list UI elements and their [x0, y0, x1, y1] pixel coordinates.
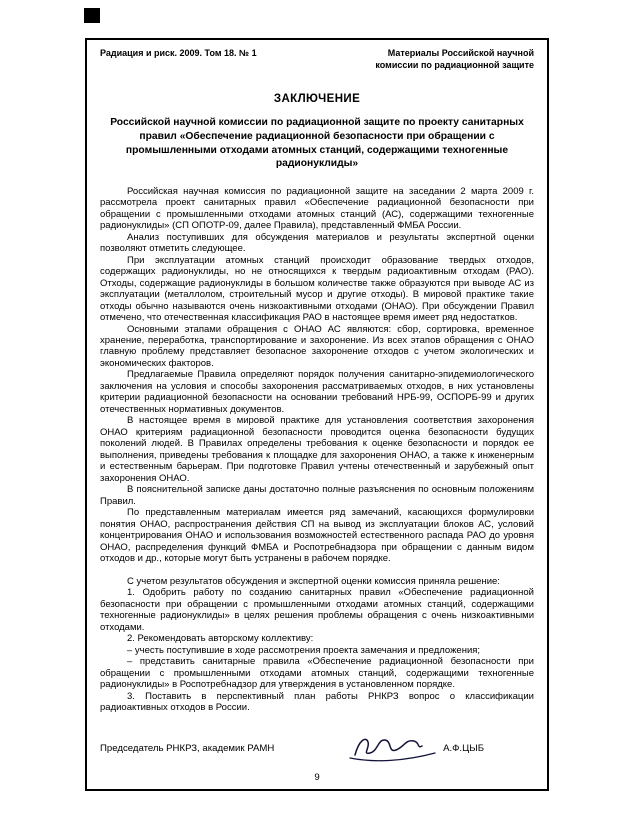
decision-item: 1. Одобрить работу по созданию санитарных правил «Обеспечение радиационной безопасности при обращении с промышленными отходами атомных станций, содержащими техногенные радионуклиды» в целях решения проблемы обращения с очень низкоактивными отходами. [100, 587, 534, 633]
body-paragraph: Российская научная комиссия по радиационной защите на заседании 2 марта 2009 г. рассмотрела проект санитарных правил «Обеспечение радиационной безопасности при обращении с промышленными отходами атомных станций (АС), содержащими техногенные радионуклиды» (СП ОПОТР-09, далее Правила), представленный ФМБА России. [100, 185, 534, 232]
scan-artifact-mark [84, 8, 100, 23]
page-header [100, 48, 534, 71]
decision-intro-paragraph: С учетом результатов обсуждения и экспертной оценки комиссия приняла решение: [127, 575, 500, 587]
issue-source-line2: комиссии по радиационной защите [375, 59, 534, 70]
body-paragraph: При эксплуатации атомных станций происходит образование твердых отходов, содержащих радионуклиды, но не относящихся к твердым радиоактивным отходам (РАО). Отходы, содержащие радионуклиды в большом количестве также образуются при выводе АС из эксплуатации (металлолом, строительный мусор и другие отходы). В мировой практике такие отходы обычно называются очень низкоактивными отходами (ОНАО). При обсуждении Правил отмечено, что отечественная классификация РАО в настоящее время имеет ряд недостатков. [100, 254, 534, 324]
body-paragraph: Основными этапами обращения с ОНАО АС являются: сбор, сортировка, временное хранение, переработка, транспортирование и захоронение. Из всех этапов обращения с ОНАО главную проблему представляет безопасное захоронение отходов с учетом экологических и экономических факторов. [100, 323, 534, 369]
body-paragraph: Предлагаемые Правила определяют порядок получения санитарно-эпидемиологического заключения на условия и способы захоронения рассматриваемых отходов, в них установлены критерии радиационной безопасности на основании требований НРБ-99, ОСПОРБ-99 и других отечественных нормативных документов. [100, 369, 534, 415]
signature-position: Председатель РНКРЗ, академик РАМН [100, 742, 275, 754]
body-paragraph: По представленным материалам имеется ряд замечаний, касающихся формулировки понятия ОНАО, распространения действия СП на вывод из эксплуатации блоков АС, условий концентрирования ОНАО и использования возможностей естественного распада РАО до уровня ОНАО, распределения функций ФМБА и Роспотребнадзора при обращении с данным видом отходов и др., которые могут быть устранены в рабочем порядке. [100, 507, 534, 565]
decision-item: 2. Рекомендовать авторскому коллективу: [127, 633, 314, 645]
body-paragraph: Анализ поступивших для обсуждения материалов и результаты экспертной оценки позволяют отметить следующее. [100, 231, 534, 255]
document-subtitle: Российской научной комиссии по радиационной защите по проекту санитарных правил «Обеспечение радиационной безопасности при обращении с промышленными отходами атомных станций, содержащими техногенные радионуклиды» [110, 117, 524, 170]
signature-block [100, 733, 534, 763]
document-body [100, 186, 534, 714]
journal-reference: Радиация и риск. 2009. Том 18. № 1 [100, 48, 257, 58]
page-number: 9 [314, 772, 320, 783]
body-paragraph: В настоящее время в мировой практике для установления соответствия захоронения ОНАО критериям радиационной безопасности проводится оценка безопасности будущих поколений людей. В Правилах определены требования к оценке безопасности и порядок ее выполнения, приведены требования к площадке для захоронения ОНАО, а также к инженерным и естественным барьерам. При подготовке Правил учтены отечественный и зарубежный опыт захоронения ОНАО. [100, 415, 534, 484]
issue-source [375, 48, 534, 71]
decision-item: 3. Поставить в перспективный план работы РНКРЗ вопрос о классификации радиоактивных отходов в России. [100, 690, 534, 713]
issue-source-line1: Материалы Российской научной [387, 48, 534, 58]
decision-subitem: – представить санитарные правила «Обеспечение радиационной безопасности при обращении с промышленными отходами атомных станций, содержащими техногенные радионуклиды» в Роспотребнадзор для утверждения в установленном порядке. [100, 656, 534, 691]
body-paragraph: В пояснительной записке даны достаточно полные разъяснения по основным положениям Правил. [100, 484, 534, 507]
decision-subitem: – учесть поступившие в ходе рассмотрения проекта замечания и предложения; [127, 644, 481, 656]
page-frame [85, 38, 549, 791]
signature-name: А.Ф.ЦЫБ [443, 742, 484, 754]
document-title: ЗАКЛЮЧЕНИЕ [273, 93, 361, 106]
signature-image [347, 733, 439, 763]
